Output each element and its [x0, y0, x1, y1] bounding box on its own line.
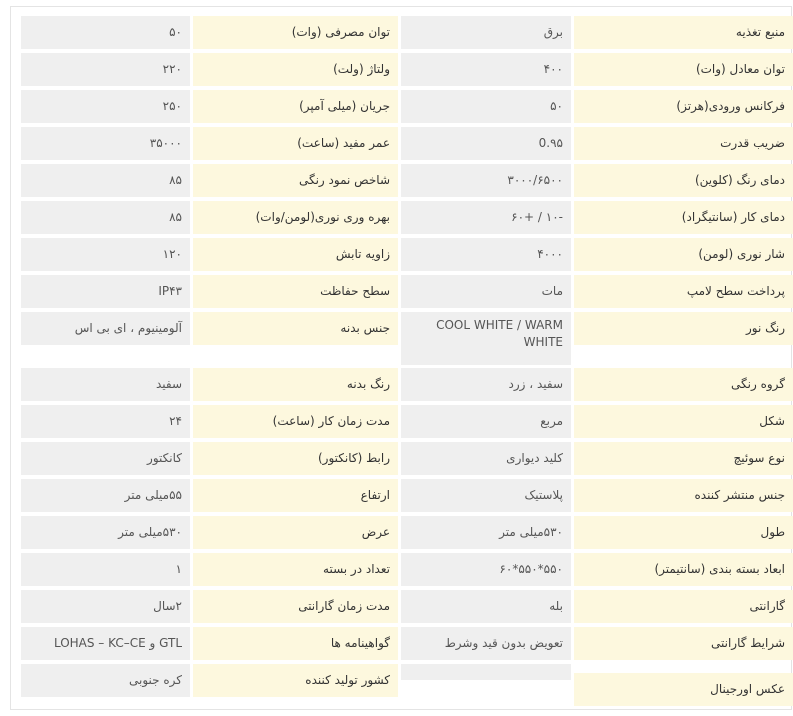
spec-value: کلید دیواری [401, 442, 571, 475]
spec-value: تعویض بدون قید وشرط [401, 627, 571, 660]
spec-row [11, 16, 793, 49]
spec-value: برق [401, 16, 571, 49]
spec-value: ۲۲۰ [21, 53, 190, 86]
spec-row [11, 664, 793, 697]
spec-label: شرایط گارانتی [574, 627, 793, 660]
spec-row [11, 238, 793, 271]
spec-label: توان مصرفی (وات) [193, 16, 398, 49]
spec-value: ۳۵۰۰۰ [21, 127, 190, 160]
spec-value: ۵۰ [21, 16, 190, 49]
spec-value: ۵۵۰*۵۵۰*۶۰ [401, 553, 571, 586]
spec-label: گارانتی [574, 590, 793, 623]
spec-value: 0.۹۵ [401, 127, 571, 160]
spec-label: عکس اورجینال [574, 673, 793, 706]
spec-label: کشور تولید کننده [193, 664, 398, 697]
spec-label: طول [574, 516, 793, 549]
spec-label: بهره وری نوری(لومن/وات) [193, 201, 398, 234]
spec-value: ۵۵میلی متر [21, 479, 190, 512]
spec-label: رنگ بدنه [193, 368, 398, 401]
spec-label: دمای کار (سانتیگراد) [574, 201, 793, 234]
spec-label: پرداخت سطح لامپ [574, 275, 793, 308]
spec-value: -۱۰ / +۶۰ [401, 201, 571, 234]
spec-value [401, 664, 571, 680]
spec-label: ضریب قدرت [574, 127, 793, 160]
spec-label: زاویه تابش [193, 238, 398, 271]
spec-table [10, 6, 792, 710]
spec-label: مدت زمان کار (ساعت) [193, 405, 398, 438]
spec-value: COOL WHITE / WARM WHITE [401, 312, 571, 365]
spec-label: ارتفاع [193, 479, 398, 512]
spec-label: منبع تغذیه [574, 16, 793, 49]
spec-value: سفید [21, 368, 190, 401]
spec-row [11, 516, 793, 549]
spec-label: ابعاد بسته بندی (سانتیمتر) [574, 553, 793, 586]
spec-value: ۲۴ [21, 405, 190, 438]
spec-value: مربع [401, 405, 571, 438]
spec-label: توان معادل (وات) [574, 53, 793, 86]
spec-row [11, 201, 793, 234]
spec-value: IP۴۳ [21, 275, 190, 308]
spec-value: ۳۰۰۰/۶۵۰۰ [401, 164, 571, 197]
spec-row [11, 312, 793, 349]
spec-row [11, 442, 793, 475]
spec-label: عرض [193, 516, 398, 549]
spec-value: LOHAS – KC–CE و GTL [21, 627, 190, 660]
spec-row [11, 90, 793, 123]
spec-value: پلاستیک [401, 479, 571, 512]
spec-value: ۴۰۰۰ [401, 238, 571, 271]
spec-label: جنس بدنه [193, 312, 398, 345]
spec-row [11, 368, 793, 401]
spec-label: رنگ نور [574, 312, 793, 345]
spec-value: ۴۰۰ [401, 53, 571, 86]
spec-label: جریان (میلی آمپر) [193, 90, 398, 123]
spec-label: عمر مفید (ساعت) [193, 127, 398, 160]
spec-row [11, 553, 793, 586]
spec-row [11, 627, 793, 660]
spec-label: جنس منتشر کننده [574, 479, 793, 512]
spec-label: دمای رنگ (کلوین) [574, 164, 793, 197]
spec-label: شاخص نمود رنگی [193, 164, 398, 197]
spec-value: ۸۵ [21, 164, 190, 197]
spec-value: کره جنوبی [21, 664, 190, 697]
spec-row [11, 590, 793, 623]
spec-label: شکل [574, 405, 793, 438]
spec-row [11, 127, 793, 160]
spec-value: کانکتور [21, 442, 190, 475]
spec-label: رابط (کانکتور) [193, 442, 398, 475]
spec-label: ولتاژ (ولت) [193, 53, 398, 86]
spec-row [11, 164, 793, 197]
spec-row [11, 479, 793, 512]
spec-label: سطح حفاظت [193, 275, 398, 308]
spec-value: ۵۰ [401, 90, 571, 123]
spec-label: تعداد در بسته [193, 553, 398, 586]
spec-value: ۲سال [21, 590, 190, 623]
spec-row [11, 275, 793, 308]
spec-label: شار نوری (لومن) [574, 238, 793, 271]
spec-value: ۵۳۰میلی متر [21, 516, 190, 549]
spec-row [11, 405, 793, 438]
spec-label: مدت زمان گارانتی [193, 590, 398, 623]
spec-value: مات [401, 275, 571, 308]
spec-value: آلومینیوم ، ای بی اس [21, 312, 190, 345]
spec-label: گروه رنگی [574, 368, 793, 401]
spec-label: گواهینامه ها [193, 627, 398, 660]
spec-label: فرکانس ورودی(هرتز) [574, 90, 793, 123]
spec-value: ۱ [21, 553, 190, 586]
spec-value: بله [401, 590, 571, 623]
spec-value: سفید ، زرد [401, 368, 571, 401]
spec-label: نوع سوئیچ [574, 442, 793, 475]
spec-row [11, 53, 793, 86]
spec-value: ۱۲۰ [21, 238, 190, 271]
spec-value: ۲۵۰ [21, 90, 190, 123]
spec-value: ۸۵ [21, 201, 190, 234]
spec-value: ۵۳۰میلی متر [401, 516, 571, 549]
